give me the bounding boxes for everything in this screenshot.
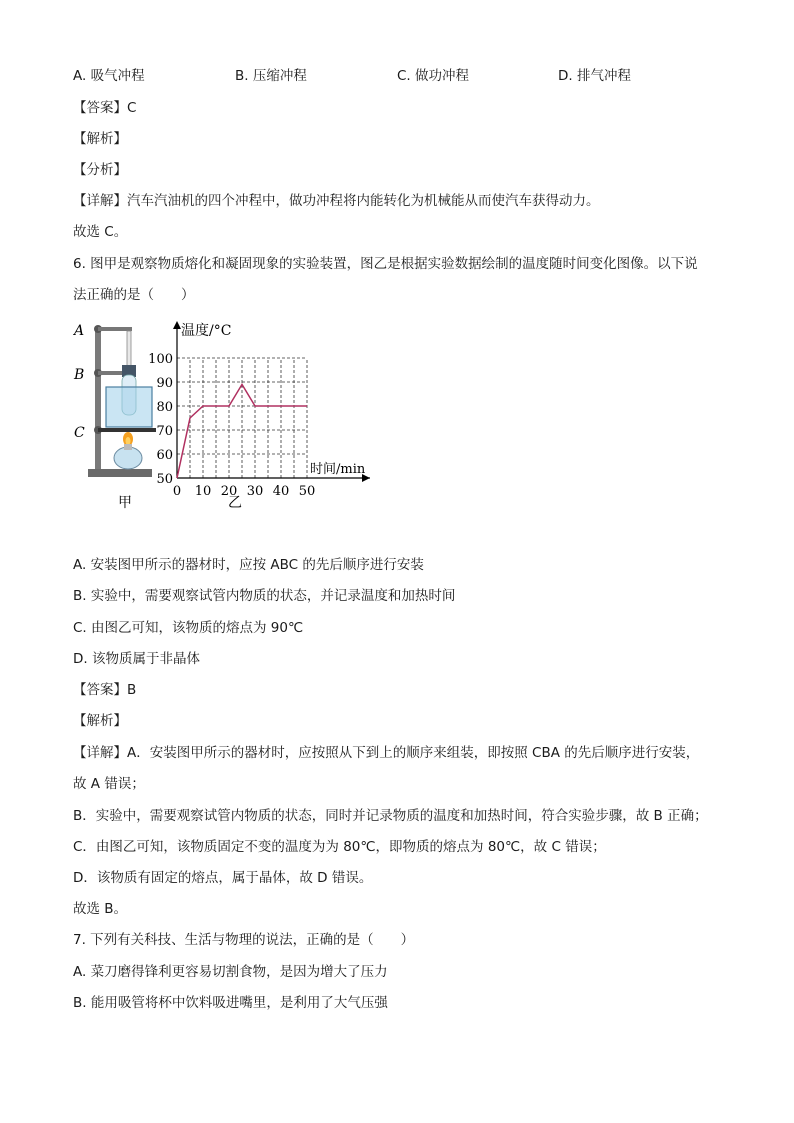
q6-analysis-tag: 【解析】 <box>73 713 127 729</box>
y-tick-label: 70 <box>156 424 173 439</box>
y-axis-arrow <box>173 321 181 329</box>
x-tick-label: 0 <box>172 484 182 499</box>
detail-text: A．安装图甲所示的器材时，应按照从下到上的顺序来组装，即按照 CBA 的先后顺序进行安装， <box>127 745 700 761</box>
label-c: C <box>74 425 85 441</box>
q5-choose: 故选 C。 <box>73 224 128 240</box>
answer-tag: 【答案】 <box>73 682 127 698</box>
y-axis-label: 温度/°C <box>181 323 232 339</box>
answer-tag: 【答案】 <box>73 100 127 116</box>
caption-right: 乙 <box>228 495 242 511</box>
alcohol-burner <box>114 447 142 469</box>
q5-answer <box>73 98 136 118</box>
q7-stem: 7. 下列有关科技、生活与物理的说法，正确的是（ ） <box>73 932 415 948</box>
q6-answer <box>73 680 136 700</box>
q5-fenxi-tag: 【分析】 <box>73 162 127 178</box>
q5-option-a: A. 吸气冲程 <box>73 68 145 84</box>
answer-value: C <box>127 100 137 116</box>
q5-option-d: D. 排气冲程 <box>558 68 631 84</box>
apparatus-figure <box>72 323 156 511</box>
q6-detail-line4: C．由图乙可知，该物质固定不变的温度为为 80℃，即物质的熔点为 80℃，故 C 错误； <box>73 839 606 855</box>
q6-option-a: A. 安装图甲所示的器材时，应按 ABC 的先后顺序进行安装 <box>73 557 424 573</box>
detail-tag: 【详解】 <box>73 745 127 761</box>
detail-tag: 【详解】 <box>73 193 127 209</box>
q5-option-c: C. 做功冲程 <box>397 68 470 84</box>
x-tick-label: 20 <box>220 484 238 499</box>
q6-detail-line3: B．实验中，需要观察试管内物质的状态，同时并记录物质的温度和加热时间，符合实验步骤，故 B 正确； <box>73 808 708 824</box>
label-a: A <box>74 323 85 339</box>
label-b: B <box>74 367 85 383</box>
x-tick-label: 30 <box>246 484 264 499</box>
q6-choose: 故选 B。 <box>73 901 128 917</box>
q6-detail-line5: D．该物质有固定的熔点，属于晶体，故 D 错误。 <box>73 870 373 886</box>
q6-option-b: B. 实验中，需要观察试管内物质的状态，并记录温度和加热时间 <box>73 588 456 604</box>
q6-detail-line2: 故 A 错误； <box>73 776 145 792</box>
stand-base <box>88 469 152 477</box>
x-tick-label: 10 <box>194 484 212 499</box>
q6-figure <box>70 315 380 515</box>
y-tick-label: 80 <box>156 400 173 415</box>
q6-option-c: C. 由图乙可知，该物质的熔点为 90℃ <box>73 620 304 636</box>
x-axis-label: 时间/min <box>310 462 366 477</box>
y-tick-label: 60 <box>156 448 173 463</box>
q5-option-b: B. 压缩冲程 <box>235 68 307 84</box>
y-tick-label: 90 <box>156 376 173 391</box>
q5-detail <box>73 191 600 211</box>
q6-detail-line1 <box>73 743 699 763</box>
q7-option-a: A. 菜刀磨得锋利更容易切割食物，是因为增大了压力 <box>73 964 388 980</box>
temperature-chart <box>148 321 370 499</box>
x-tick-label: 50 <box>298 484 316 499</box>
beaker <box>106 387 152 427</box>
detail-text: 汽车汽油机的四个冲程中，做功冲程将内能转化为机械能从而使汽车获得动力。 <box>127 193 600 209</box>
q6-stem-line2: 法正确的是（ ） <box>73 287 195 303</box>
answer-value: B <box>127 682 137 698</box>
y-tick-label: 50 <box>156 472 173 487</box>
caption-left: 甲 <box>118 495 132 511</box>
x-tick-label: 40 <box>272 484 290 499</box>
q6-option-d: D. 该物质属于非晶体 <box>73 651 200 667</box>
q6-stem-line1: 6. 图甲是观察物质熔化和凝固现象的实验装置，图乙是根据实验数据绘制的温度随时间变化图像。以下说 <box>73 256 698 272</box>
q7-option-b: B. 能用吸管将杯中饮料吸进嘴里，是利用了大气压强 <box>73 995 388 1011</box>
stand-rod <box>95 327 101 469</box>
y-tick-label: 100 <box>148 352 173 367</box>
q5-analysis-tag: 【解析】 <box>73 131 127 147</box>
